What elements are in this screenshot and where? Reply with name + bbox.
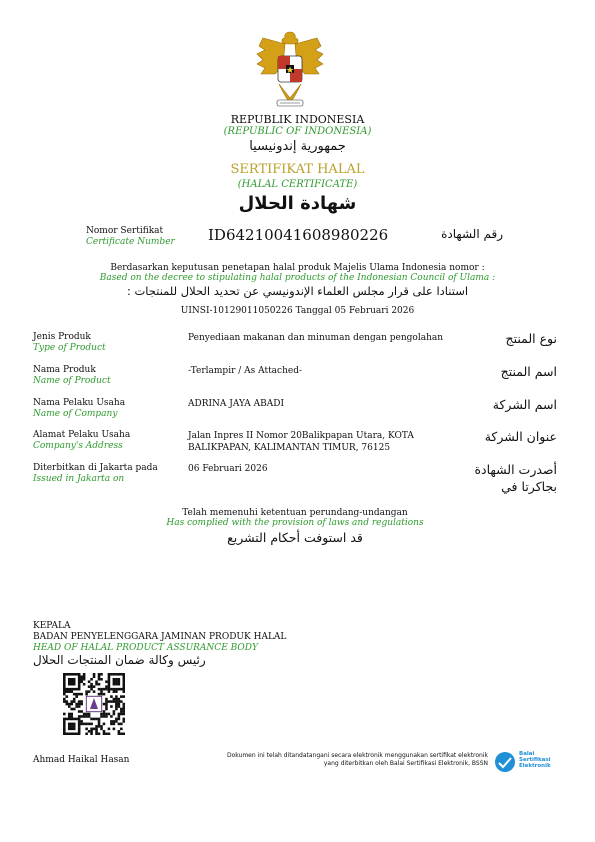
country-name: REPUBLIK INDONESIA (230, 113, 365, 126)
qr-code (63, 673, 125, 735)
field-label-company-name-ar: اسم الشركة (492, 397, 557, 412)
field-label-product-type: Jenis Produk Type of Product (33, 332, 106, 353)
field-value-company-address: Jalan Inpres II Nomor 20Balikpapan Utara, KOTA BALIKPAPAN, KALIMANTAN TIMUR, 76125 (188, 431, 414, 453)
field-label-company-address-ar: عنوان الشركة (484, 429, 557, 444)
certificate-title-en: (HALAL CERTIFICATE) (237, 179, 358, 190)
garuda-emblem (255, 28, 325, 110)
signatory-block (33, 621, 286, 654)
certificate-number-label-ar: رقم الشهادة (441, 227, 503, 241)
bsre-logo-icon (494, 751, 516, 773)
country-name-en: (REPUBLIC OF INDONESIA) (223, 126, 372, 137)
field-value-company-name: ADRINA JAYA ABADI (188, 399, 285, 409)
certificate-title: SERTIFIKAT HALAL (230, 162, 365, 177)
field-label-product-type-ar: نوع المنتج (505, 331, 557, 346)
country-name-ar: جمهورية إندونيسيا (249, 139, 346, 154)
decree-text-en: Based on the decree to stipulating halal products of the Indonesian Council of Ulama : (99, 273, 496, 283)
compliance-text: Telah memenuhi ketentuan perundang-undangan (182, 508, 408, 518)
compliance-text-en: Has complied with the provision of laws and regulations (166, 518, 424, 528)
field-value-issued-date: 06 Februari 2026 (188, 464, 268, 474)
compliance-text-ar: قد استوفت أحكام التشريع (227, 530, 363, 545)
field-label-company-address: Alamat Pelaku Usaha Company's Address (33, 430, 131, 451)
signatory-agency-ar: رئيس وكالة ضمان المنتجات الحلال (33, 653, 206, 667)
field-value-product-type: Penyediaan makanan dan minuman dengan pengolahan (188, 333, 444, 343)
decree-number: UINSI-10129011050226 Tanggal 05 Februari 2026 (180, 306, 415, 316)
certificate-number: ID64210041608980226 (208, 226, 389, 244)
certificate-number-label: Nomor Sertifikat Certificate Number (86, 226, 175, 247)
decree-text-ar: استنادا على قرار مجلس العلماء الإندونيسي عن تحديد الحلال للمنتجات : (126, 284, 469, 298)
signatory-name: Ahmad Haikal Hasan (33, 755, 130, 765)
field-label-product-name: Nama Produk Name of Product (33, 365, 111, 386)
signatory-agency-en: HEAD OF HALAL PRODUCT ASSURANCE BODY (33, 643, 258, 653)
field-label-issued: Diterbitkan di Jakarta pada Issued in Jakarta on (33, 463, 158, 484)
decree-text: Berdasarkan keputusan penetapan halal produk Majelis Ulama Indonesia nomor : (110, 263, 485, 273)
field-label-company-name: Nama Pelaku Usaha Name of Company (33, 398, 126, 419)
certificate-title-ar: شهادة الحلال (238, 193, 357, 214)
e-signature-note: Dokumen ini telah ditandatangani secara elektronik menggunakan sertifikat elektronik yang diterbitkan oleh Balai Sertifikasi Elektronik, BSSN (226, 752, 488, 767)
signatory-agency: BADAN PENYELENGGARA JAMINAN PRODUK HALAL (33, 632, 287, 642)
field-label-issued-ar: أصدرت الشهادة بجاكرتا في (474, 462, 557, 494)
signatory-title: KEPALA (33, 621, 71, 631)
field-value-product-name: -Terlampir / As Attached- (188, 366, 303, 376)
field-label-product-name-ar: اسم المنتج (500, 364, 557, 379)
